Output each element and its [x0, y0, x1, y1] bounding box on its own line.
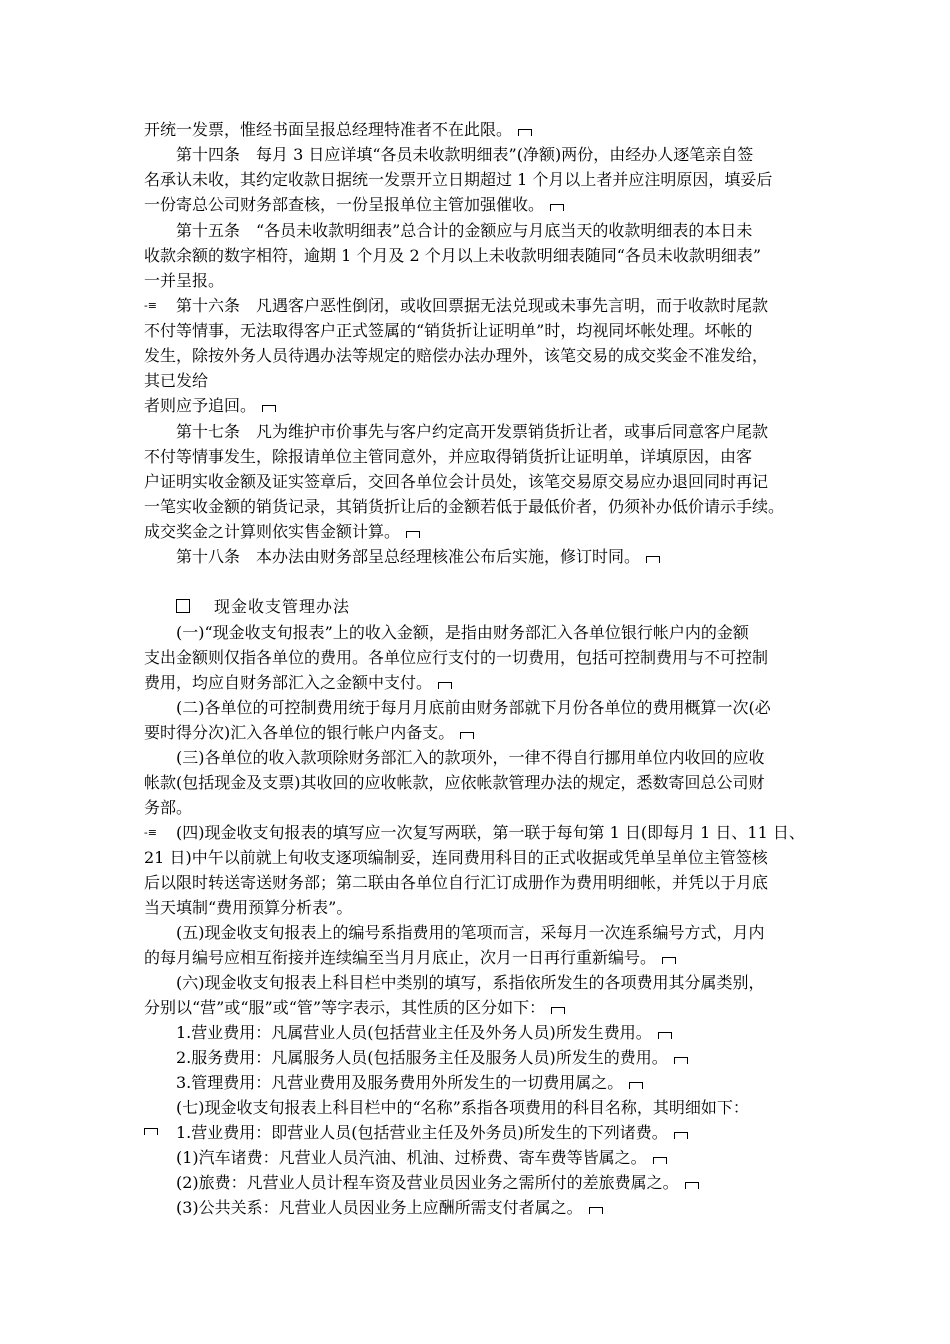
paragraph-mark-icon	[674, 1132, 688, 1139]
item-7: (七)现金收支旬报表上科目栏中的“名称”系指各项费用的科目名称，其明细如下：	[176, 1098, 749, 1117]
item-1: (一)“现金收支旬报表”上的收入金额，是指由财务部汇入各单位银行帐户内的金额	[176, 623, 749, 642]
text-line: 务部。	[144, 798, 193, 817]
text-line: 一并呈报。	[144, 271, 225, 290]
text-line: 名承认未收，其约定收款日据统一发票开立日期超过 1 个月以上者并应注明原因，填妥后	[144, 170, 773, 189]
list-marker-icon: -≡	[144, 826, 157, 839]
paragraph-mark-icon	[646, 556, 660, 563]
text-line: 当天填制“费用预算分析表”。	[144, 898, 353, 917]
list-marker-icon: -≡	[144, 299, 157, 312]
text-line: 支出金额则仅指各单位的费用。各单位应行支付的一切费用，包括可控制费用与不可控制	[144, 648, 769, 667]
article-16: 第十六条 凡遇客户恶性倒闭，或收回票据无法兑现或未事先言明，而于收款时尾款	[176, 296, 769, 315]
article-14: 第十四条 每月 3 日应详填“各员未收款明细表”(净额)两份，由经办人逐笔亲自签	[176, 145, 754, 164]
text-line: 一笔实收金额的销货记录，其销货折让后的金额若低于最低价者，仍须补办低价请示手续。	[144, 497, 785, 516]
text-line: 收款余额的数字相符，逾期 1 个月及 2 个月以上未收款明细表随同“各员未收款明细表”	[144, 246, 762, 265]
paragraph-mark-icon	[685, 1182, 699, 1189]
text-line: 不付等情事，无法取得客户正式签属的“销货折让证明单”时，均视同坏帐处理。坏帐的	[144, 321, 753, 340]
text-line: 分别以“营”或“服”或“管”等字表示，其性质的区分如下：	[144, 996, 834, 1020]
paragraph-mark-icon	[518, 129, 532, 136]
item-3: (三)各单位的收入款项除财务部汇入的款项外，一律不得自行挪用单位内收回的应收	[176, 748, 765, 767]
paragraph-mark-icon	[550, 204, 564, 211]
paragraph-mark-icon	[551, 1007, 565, 1014]
article-17: 第十七条 凡为维护市价事先与客户约定高开发票销货折让者，或事后同意客户尾款	[176, 422, 769, 441]
paragraph-mark-icon	[658, 1032, 672, 1039]
sub-item: 3.管理费用：凡营业费用及服务费用外所发生的一切费用属之。	[176, 1071, 866, 1095]
text-line: 不付等情事发生，除报请单位主管同意外，并应取得销货折让证明单，详填原因，由客	[144, 447, 753, 466]
item-5: (五)现金收支旬报表上的编号系指费用的笔项而言，采每月一次连系编号方式，月内	[176, 923, 765, 942]
paragraph-mark-icon	[662, 957, 676, 964]
article-18: 第十八条 本办法由财务部呈总经理核准公布后实施，修订时同。	[176, 545, 866, 569]
paragraph-mark-icon	[653, 1157, 667, 1164]
text-line: 发生，除按外务人员待遇办法等规定的赔偿办法办理外，该笔交易的成交奖金不准发给，	[144, 346, 769, 365]
paragraph-mark-icon	[262, 405, 276, 412]
section-title: 现金收支管理办法	[176, 595, 350, 619]
paragraph-mark-icon	[629, 1082, 643, 1089]
item-6: (六)现金收支旬报表上科目栏中类别的填写，系指依所发生的各项费用其分属类别，	[176, 973, 765, 992]
text-line: 开统一发票，惟经书面呈报总经理特准者不在此限。	[144, 118, 834, 142]
sub-item: (2)旅费：凡营业人员计程车资及营业员因业务之需所付的差旅费属之。	[176, 1171, 866, 1195]
item-2: (二)各单位的可控制费用统于每月月底前由财务部就下月份各单位的费用概算一次(必	[176, 698, 771, 717]
sub-item: (3)公共关系：凡营业人员因业务上应酬所需支付者属之。	[176, 1196, 866, 1220]
text-line: 其已发给	[144, 371, 209, 390]
paragraph-mark-icon	[438, 682, 452, 689]
text-line: 户证明实收金额及证实签章后，交回各单位会计员处，该笔交易原交易应办退回同时再记	[144, 472, 769, 491]
text-line: 21 日)中午以前就上旬收支逐项编制妥，连同费用科目的正式收据或凭单呈单位主管签核	[144, 848, 768, 867]
paragraph-mark-icon	[674, 1057, 688, 1064]
sub-item: 1.营业费用：即营业人员(包括营业主任及外务员)所发生的下列诸费。	[176, 1121, 866, 1145]
text-line: 帐款(包括现金及支票)其收回的应收帐款，应依帐款管理办法的规定，悉数寄回总公司财	[144, 773, 765, 792]
paragraph-mark-icon	[144, 1116, 160, 1140]
text-line: 后以限时转送寄送财务部；第二联由各单位自行汇订成册作为费用明细帐，并凭以于月底	[144, 873, 769, 892]
item-4: (四)现金收支旬报表的填写应一次复写两联，第一联于每旬第 1 日(即每月 1 日、11 日、	[176, 823, 805, 842]
text-line: 要时得分次)汇入各单位的银行帐户内备支。	[144, 721, 834, 745]
sub-item: (1)汽车诸费：凡营业人员汽油、机油、过桥费、寄车费等皆属之。	[176, 1146, 866, 1170]
sub-item: 2.服务费用：凡属服务人员(包括服务主任及服务人员)所发生的费用。	[176, 1046, 866, 1070]
paragraph-mark-icon	[406, 531, 420, 538]
text-line: 的每月编号应相互衔接并连续编至当月月底止，次月一日再行重新编号。	[144, 946, 834, 970]
text-line: 成交奖金之计算则依实售金额计算。	[144, 520, 834, 544]
text-line: 一份寄总公司财务部查核，一份呈报单位主管加强催收。	[144, 193, 834, 217]
text-line: 者则应予追回。	[144, 394, 834, 418]
checkbox-square-icon	[176, 599, 190, 613]
article-15: 第十五条 “各员未收款明细表”总合计的金额应与月底当天的收款明细表的本日未	[176, 221, 753, 240]
paragraph-mark-icon	[589, 1207, 603, 1214]
sub-item: 1.营业费用：凡属营业人员(包括营业主任及外务人员)所发生费用。	[176, 1021, 866, 1045]
paragraph-mark-icon	[460, 732, 474, 739]
text-line: 费用，均应自财务部汇入之金额中支付。	[144, 671, 834, 695]
